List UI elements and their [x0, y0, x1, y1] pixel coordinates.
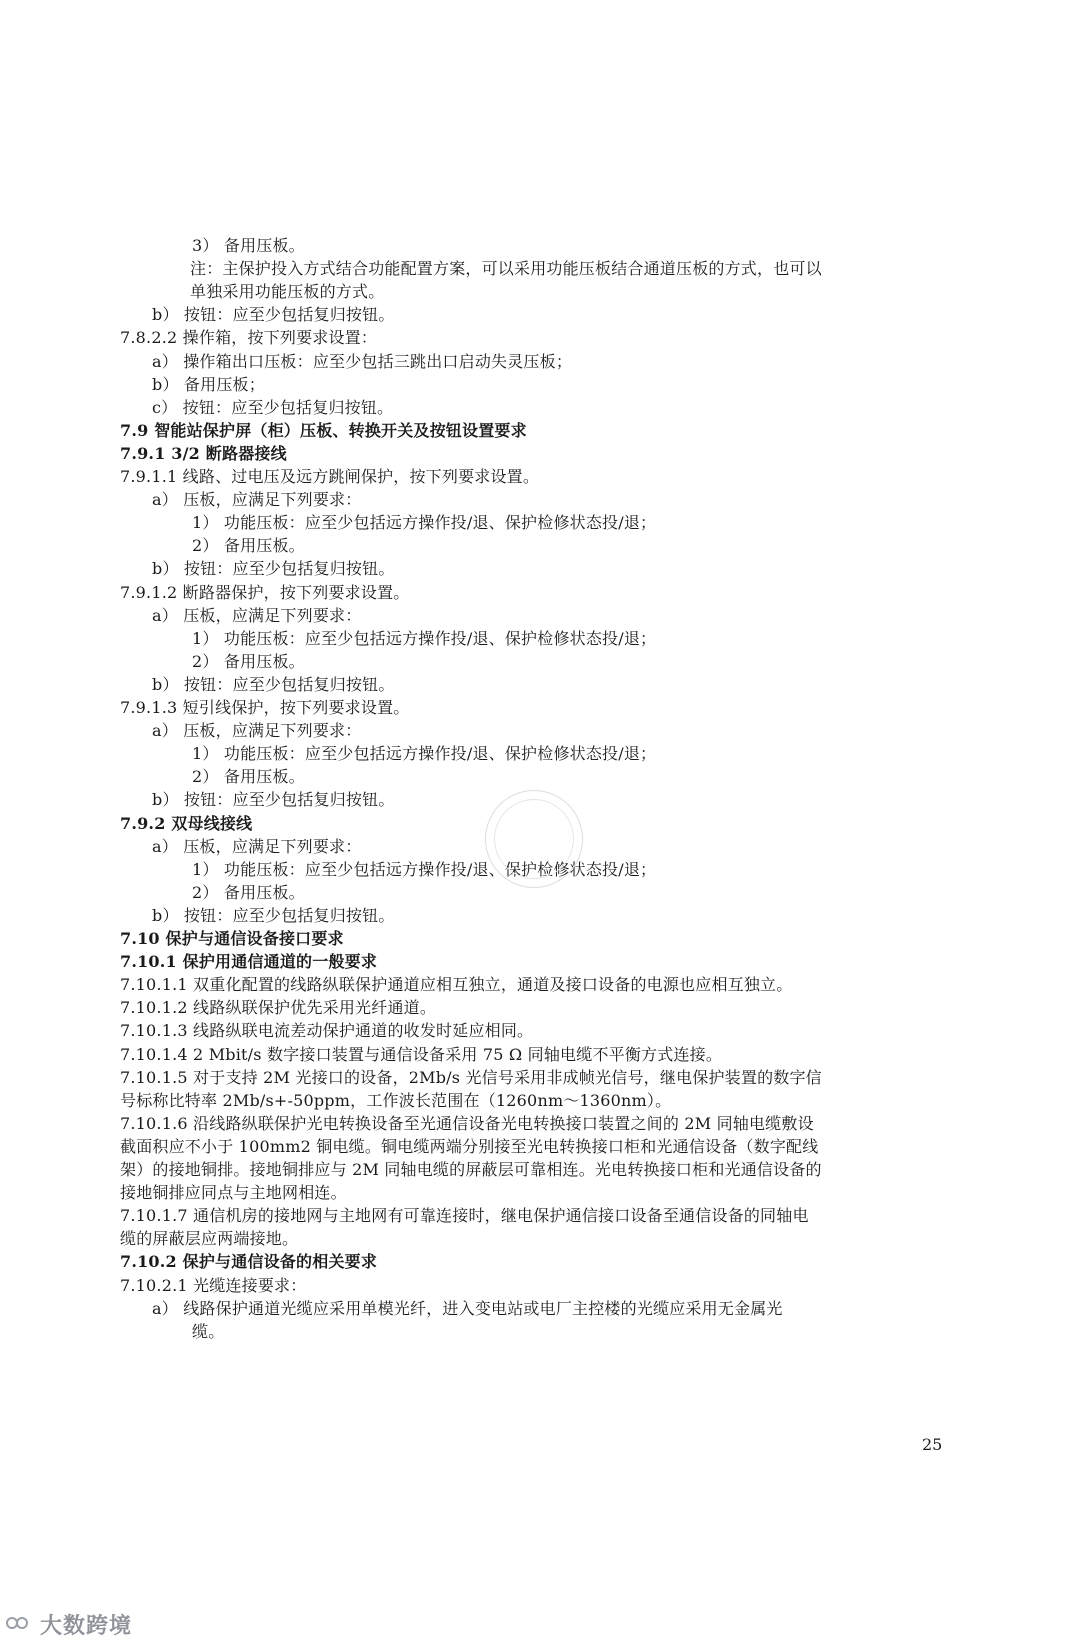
page-number: 25: [922, 1435, 943, 1454]
text-line: 1） 功能压板：应至少包括远方操作投/退、保护检修状态投/退；: [192, 628, 657, 648]
section-heading: 7.9 智能站保护屏（柜）压板、转换开关及按钮设置要求: [120, 420, 527, 440]
text-line: 7.10.1.4 2 Mbit/s 数字接口装置与通信设备采用 75 Ω 同轴电缆不平衡方式连接。: [120, 1044, 723, 1064]
text-line: 7.10.1.6 沿线路纵联保护光电转换设备至光通信设备光电转换接口装置之间的 2M 同轴电缆敷设: [120, 1113, 814, 1133]
text-line: 2） 备用压板。: [192, 651, 305, 671]
text-line: 接地铜排应同点与主地网相连。: [120, 1183, 347, 1203]
section-heading: 7.9.2 双母线接线: [120, 813, 253, 833]
text-line: 单独采用功能压板的方式。: [190, 282, 385, 302]
text-line: 7.10.1.1 双重化配置的线路纵联保护通道应相互独立，通道及接口设备的电源也应相互独立。: [120, 975, 793, 995]
text-line: a） 线路保护通道光缆应采用单模光纤，进入变电站或电厂主控楼的光缆应采用无金属光: [152, 1298, 783, 1318]
text-line: 1） 功能压板：应至少包括远方操作投/退、保护检修状态投/退；: [192, 859, 657, 879]
text-line: 7.9.1.1 线路、过电压及远方跳闸保护，按下列要求设置。: [120, 467, 540, 486]
text-line: 7.10.1.5 对于支持 2M 光接口的设备，2Mb/s 光信号采用非成帧光信号，继电保护装置的数字信: [120, 1067, 822, 1087]
text-line: a） 压板，应满足下列要求：: [152, 836, 362, 856]
text-line: b） 按钮：应至少包括复归按钮。: [152, 790, 395, 810]
text-line: 7.8.2.2 操作箱，按下列要求设置：: [120, 328, 378, 348]
text-line: a） 压板，应满足下列要求：: [152, 490, 362, 510]
text-line: 7.10.1.7 通信机房的接地网与主地网有可靠连接时，继电保护通信接口设备至通信设备的同轴电: [120, 1206, 809, 1226]
text-line: a） 压板，应满足下列要求：: [152, 605, 362, 625]
text-line: c） 按钮：应至少包括复归按钮。: [152, 397, 394, 417]
text-line: 缆的屏蔽层应两端接地。: [120, 1229, 299, 1249]
section-heading: 7.10.2 保护与通信设备的相关要求: [120, 1252, 378, 1272]
section-heading: 7.10.1 保护用通信通道的一般要求: [120, 952, 378, 972]
text-line: 1） 功能压板：应至少包括远方操作投/退、保护检修状态投/退；: [192, 513, 657, 533]
footer-logo: [6, 1610, 132, 1638]
text-line: b） 按钮：应至少包括复归按钮。: [152, 905, 395, 925]
text-line: 缆。: [192, 1321, 225, 1341]
text-line: 7.10.1.3 线路纵联电流差动保护通道的收发时延应相同。: [120, 1021, 534, 1041]
text-line: b） 按钮：应至少包括复归按钮。: [152, 305, 395, 325]
text-line: 架）的接地铜排。接地铜排应与 2M 同轴电缆的屏蔽层可靠相连。光电转换接口柜和光通信设备的: [120, 1160, 822, 1179]
text-line: b） 备用压板；: [152, 374, 265, 394]
text-line: 7.9.1.3 短引线保护，按下列要求设置。: [120, 698, 410, 717]
text-line: 2） 备用压板。: [192, 536, 305, 556]
text-line: a） 压板，应满足下列要求：: [152, 721, 362, 741]
text-line: 注：主保护投入方式结合功能配置方案，可以采用功能压板结合通道压板的方式，也可以: [190, 259, 822, 279]
text-line: a） 操作箱出口压板：应至少包括三跳出口启动失灵压板；: [152, 351, 573, 371]
text-line: 7.10.1.2 线路纵联保护优先采用光纤通道。: [120, 998, 437, 1018]
stamp-watermark-icon: [465, 770, 603, 908]
text-line: 截面积应不小于 100mm2 铜电缆。铜电缆两端分别接至光电转换接口柜和光通信设备（数字配线: [120, 1136, 819, 1156]
text-line: b） 按钮：应至少包括复归按钮。: [152, 559, 395, 579]
text-line: 7.9.1.2 断路器保护，按下列要求设置。: [120, 582, 410, 602]
text-line: 2） 备用压板。: [192, 882, 305, 902]
text-line: 1） 功能压板：应至少包括远方操作投/退、保护检修状态投/退；: [192, 744, 657, 764]
text-line: 2） 备用压板。: [192, 767, 305, 787]
text-line: b） 按钮：应至少包括复归按钮。: [152, 674, 395, 694]
text-line: 7.10.2.1 光缆连接要求：: [120, 1275, 307, 1295]
footer-logo-text: 大数跨境: [40, 1613, 133, 1639]
text-line: 3） 备用压板。: [192, 236, 305, 255]
logo-rings-icon: [6, 1613, 34, 1635]
text-line: 号标称比特率 2Mb/s+-50ppm，工作波长范围在（1260nm～1360nm）。: [120, 1090, 672, 1110]
section-heading: 7.9.1 3/2 断路器接线: [120, 443, 287, 463]
section-heading: 7.10 保护与通信设备接口要求: [120, 929, 344, 948]
